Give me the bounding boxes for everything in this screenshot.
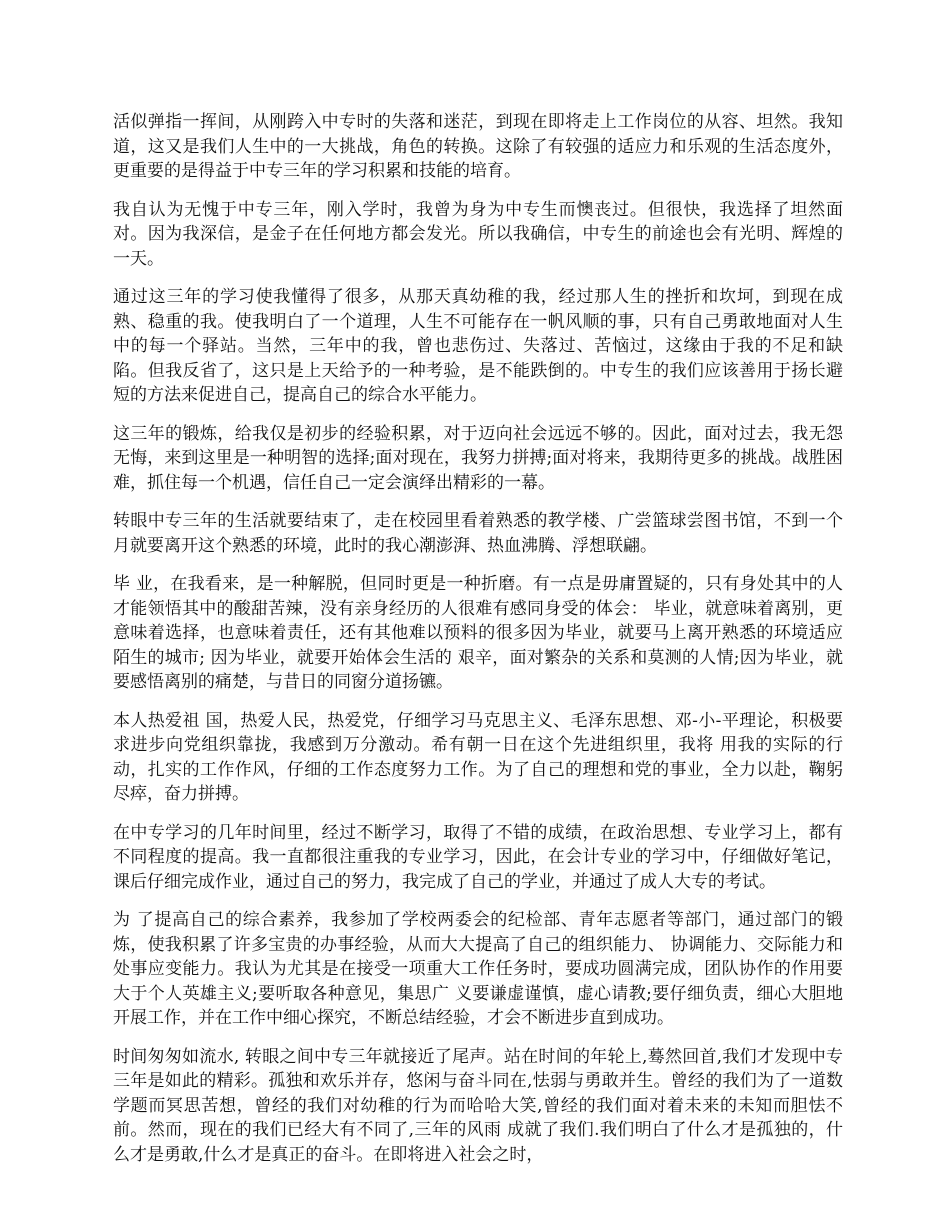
- paragraph: 本人热爱祖 国，热爱人民，热爱党，仔细学习马克思主义、毛泽东思想、邓-小-平理论，积极要求进步向党组织靠拢，我感到万分激动。希有朝一日在这个先进组织里，我将 用我的实际的行动，扎实的工作作风，仔细的工作态度努力工作。为了自己的理想和党的事业，全力以赴，鞠躬尽瘁，奋力拼搏。: [113, 710, 843, 804]
- paragraph: 活似弹指一挥间，从刚跨入中专时的失落和迷茫，到现在即将走上工作岗位的从容、坦然。我知道，这又是我们人生中的一大挑战，角色的转换。这除了有较强的适应力和乐观的生活态度外，更重要的是得益于中专三年的学习积累和技能的培育。: [113, 112, 843, 181]
- paragraph: 在中专学习的几年时间里，经过不断学习，取得了不错的成绩，在政治思想、专业学习上，都有不同程度的提高。我一直都很注重我的专业学习，因此，在会计专业的学习中，仔细做好笔记，课后仔细完成作业，通过自己的努力，我完成了自己的学业，并通过了成人大专的考试。: [113, 822, 843, 892]
- paragraph: 我自认为无愧于中专三年，刚入学时，我曾为身为中专生而懊丧过。但很快，我选择了坦然面对。因为我深信，是金子在任何地方都会发光。所以我确信，中专生的前途也会有光明、辉煌的一天。: [113, 199, 843, 269]
- paragraph: 时间匆匆如流水, 转眼之间中专三年就接近了尾声。站在时间的年轮上,蓦然回首,我们才发现中专三年是如此的精彩。孤独和欢乐并存，悠闲与奋斗同在,怯弱与勇敢并生。曾经的我们为了一道数学题而冥思苦想，曾经的我们对幼稚的行为而哈哈大笑,曾经的我们面对着未来的未知而胆怯不前。然而，现在的我们已经大有不同了,三年的风雨 成就了我们.我们明白了什么才是孤独的，什么才是勇敢,什么才是真正的奋斗。在即将进入社会之时，: [113, 1046, 843, 1165]
- paragraph: 毕 业，在我看来，是一种解脱，但同时更是一种折磨。有一点是毋庸置疑的，只有身处其中的人才能领悟其中的酸甜苦辣，没有亲身经历的人很难有感同身受的体会： 毕业，就意味着离别，更意味着选择，也意味着责任，还有其他难以预料的很多因为毕业，就要马上离开熟悉的环境适应陌生的城市; 因为毕业，就要开始体会生活的 艰辛，面对繁杂的关系和莫测的人情;因为毕业，就要感悟离别的痛楚，与昔日的同窗分道扬镳。: [113, 574, 843, 692]
- paragraph: 通过这三年的学习使我懂得了很多，从那天真幼稚的我，经过那人生的挫折和坎坷，到现在成熟、稳重的我。使我明白了一个道理，人生不可能存在一帆风顺的事，只有自己勇敢地面对人生中的每一个驿站。当然，三年中的我，曾也悲伤过、失落过、苦恼过，这缘由于我的不足和缺陷。但我反省了，这只是上天给予的一种考验，是不能跌倒的。中专生的我们应该善用于扬长避短的方法来促进自己，提高自己的综合水平能力。: [113, 287, 843, 405]
- paragraph: 这三年的锻炼，给我仅是初步的经验积累，对于迈向社会远远不够的。因此，面对过去，我无怨无悔，来到这里是一种明智的选择;面对现在，我努力拼搏;面对将来，我期待更多的挑战。战胜困难，抓住每一个机遇，信任自己一定会演绎出精彩的一幕。: [113, 423, 844, 493]
- paragraph: 转眼中专三年的生活就要结束了，走在校园里看着熟悉的教学楼、广尝篮球尝图书馆，不到一个月就要离开这个熟悉的环境，此时的我心潮澎湃、热血沸腾、浮想联翩。: [113, 511, 843, 556]
- document-body: [113, 110, 843, 1181]
- paragraph: 为 了提高自己的综合素养，我参加了学校两委会的纪检部、青年志愿者等部门，通过部门的锻炼，使我积累了许多宝贵的办事经验，从而大大提高了自己的组织能力、 协调能力、交际能力和处事应变能力。我认为尤其是在接受一项重大工作任务时，要成功圆满完成，团队协作的作用要大于个人英雄主义;要听取各种意见，集思广 义要谦虚谨慎，虚心请教;要仔细负责，细心大胆地开展工作，并在工作中细心探究，不断总结经验，才会不断进步直到成功。: [113, 910, 843, 1028]
